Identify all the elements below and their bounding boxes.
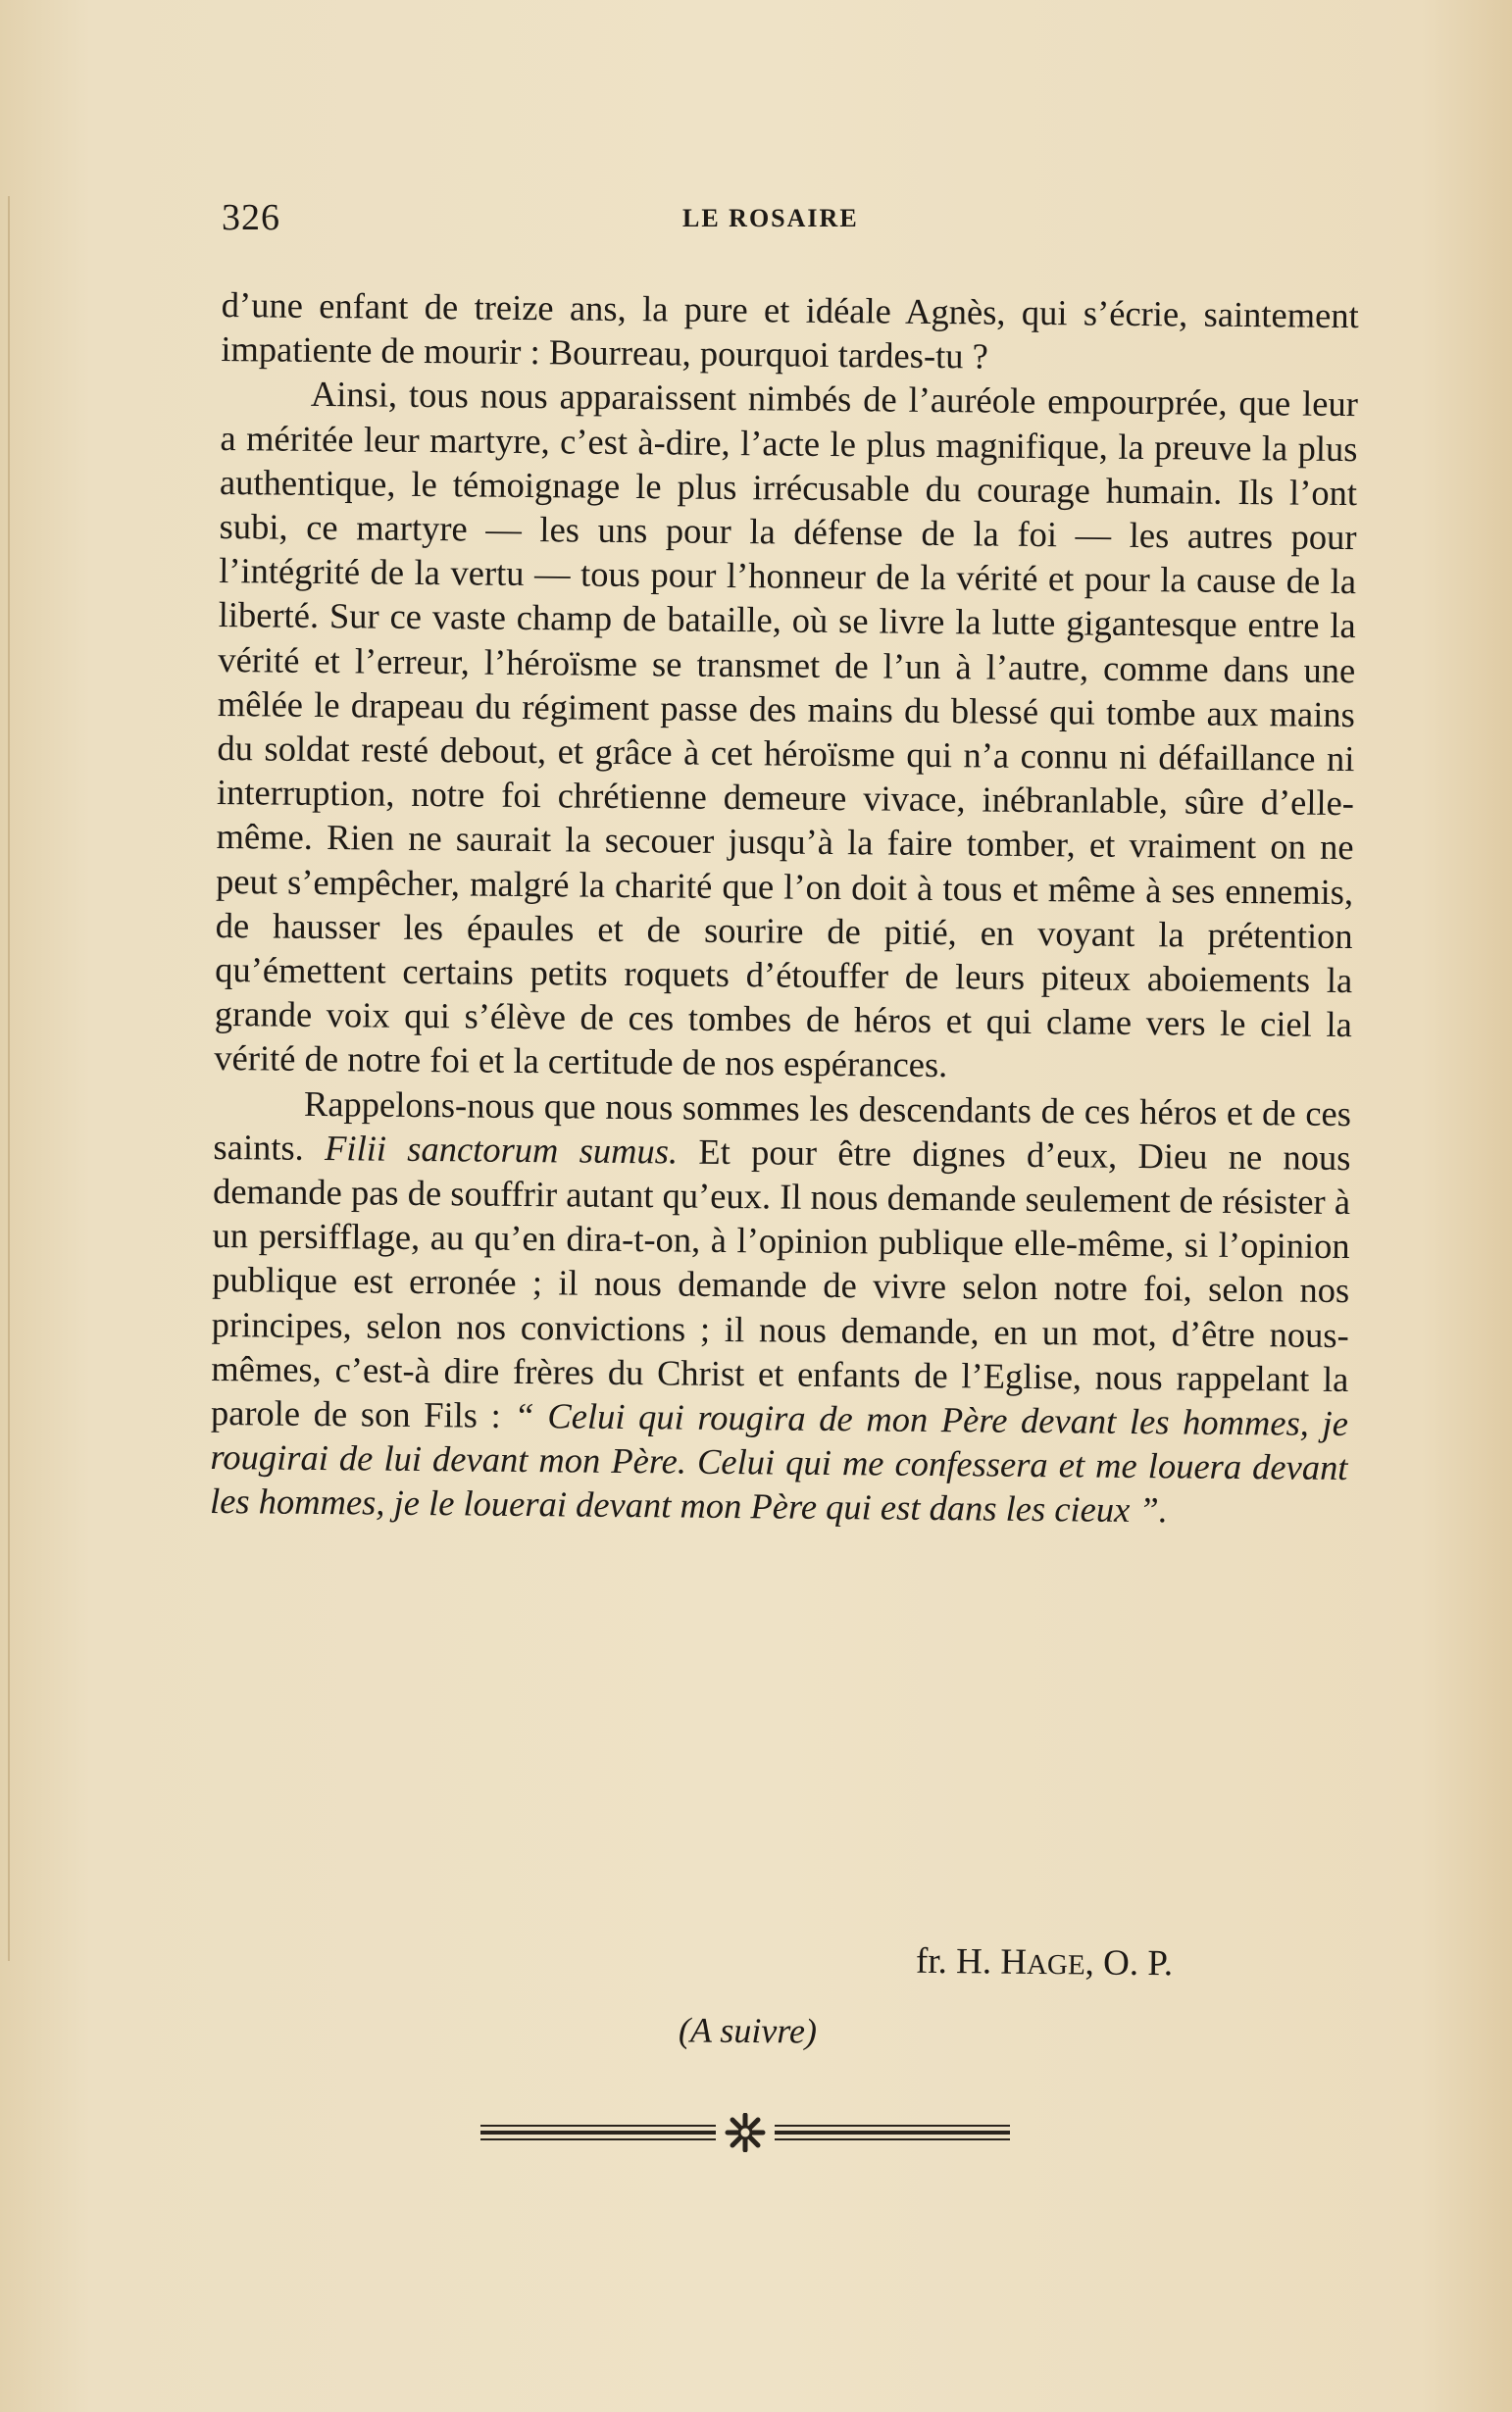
body-text xyxy=(210,282,1359,1534)
signature-suffix: , O. P. xyxy=(1084,1942,1174,1985)
section-ornament-icon xyxy=(480,2113,1010,2152)
paragraph-3-middle: Et pour être dignes d’eux, Dieu ne nous demande pas de souffrir autant qu’eux. Il nous demande seulement de résister à un persifflage, au qu’en dira-t-on, à l’opinion publique elle-même, si l’opinion publique est erronée ; il nous demande de vivre selon notre foi, selon nos principes, selon nos convictions ; il nous demande, en un mot, d’être nous-mêmes, c’est-à dire frères du Christ et enfants de l’Eglise, nous rappelant la parole de son Fils : xyxy=(210,1131,1351,1435)
author-signature xyxy=(916,1940,1174,1985)
page-number: 326 xyxy=(222,197,280,238)
paragraph-3-start: Rappelons-nous que nous sommes les descendants de ces héros et de ces saints. xyxy=(213,1082,1352,1168)
page-edge-line xyxy=(8,196,10,1961)
paragraph-3 xyxy=(210,1080,1351,1534)
paragraph-1: d’une enfant de treize ans, la pure et idéale Agnès, qui s’écrie, saintement impatiente de mourir : Bourreau, pourquoi tardes-tu ? xyxy=(221,283,1359,377)
running-title: LE ROSAIRE xyxy=(682,204,859,232)
gospel-quote: “ Celui qui rougira de mon Père devant les hommes, je rougirai de lui devant mon Père. Celui qui me confessera et me louera devant les hommes, je le louerai devant mon Père qui est dans les cieux ”. xyxy=(209,1394,1349,1531)
paragraph-2: Ainsi, tous nous apparaissent nimbés de l’auréole empourprée, que leur a méritée leur martyre, c’est à-dire, l’acte le plus magnifique, la preuve la plus authentique, le témoignage le plus irrécusable du courage humain. Ils l’ont subi, ce martyre — les uns pour la défense de la foi — les autres pour l’intégrité de la vertu — tous pour l’honneur de la vérité et pour la cause de la liberté. Sur ce vaste champ de bataille, où se livre la lutte gigantesque entre la vérité et l’erreur, l’héroïsme se transmet de l’un à l’autre, comme dans une mêlée le drapeau du régiment passe des mains du blessé qui tombe aux mains du soldat resté debout, et grâce à cet héroïsme qui n’a connu ni défaillance ni interruption, notre foi chrétienne demeure vivace, inébranlable, sûre d’elle-même. Rien ne saurait la secouer jusqu’à la faire tomber, et vraiment on ne peut s’empêcher, malgré la charité que l’on doit à tous et même à ses ennemis, de hausser les épaules et de sourire de pitié, en voyant la prétention qu’émettent certains petits roquets d’étouffer de leurs piteux aboiements la grande voix qui s’élève de ces tombes de héros et qui clame vers le ciel la vérité de notre foi et la certitude de nos espérances. xyxy=(214,374,1359,1085)
latin-quote: Filii sanctorum sumus. xyxy=(324,1127,679,1172)
to-be-continued: (A suivre) xyxy=(678,2010,818,2051)
signature-prefix: fr. H. xyxy=(915,1940,1001,1983)
signature-name-initial: H xyxy=(1000,1941,1028,1983)
page-header xyxy=(222,196,1359,245)
signature-name-rest: AGE xyxy=(1026,1948,1085,1982)
